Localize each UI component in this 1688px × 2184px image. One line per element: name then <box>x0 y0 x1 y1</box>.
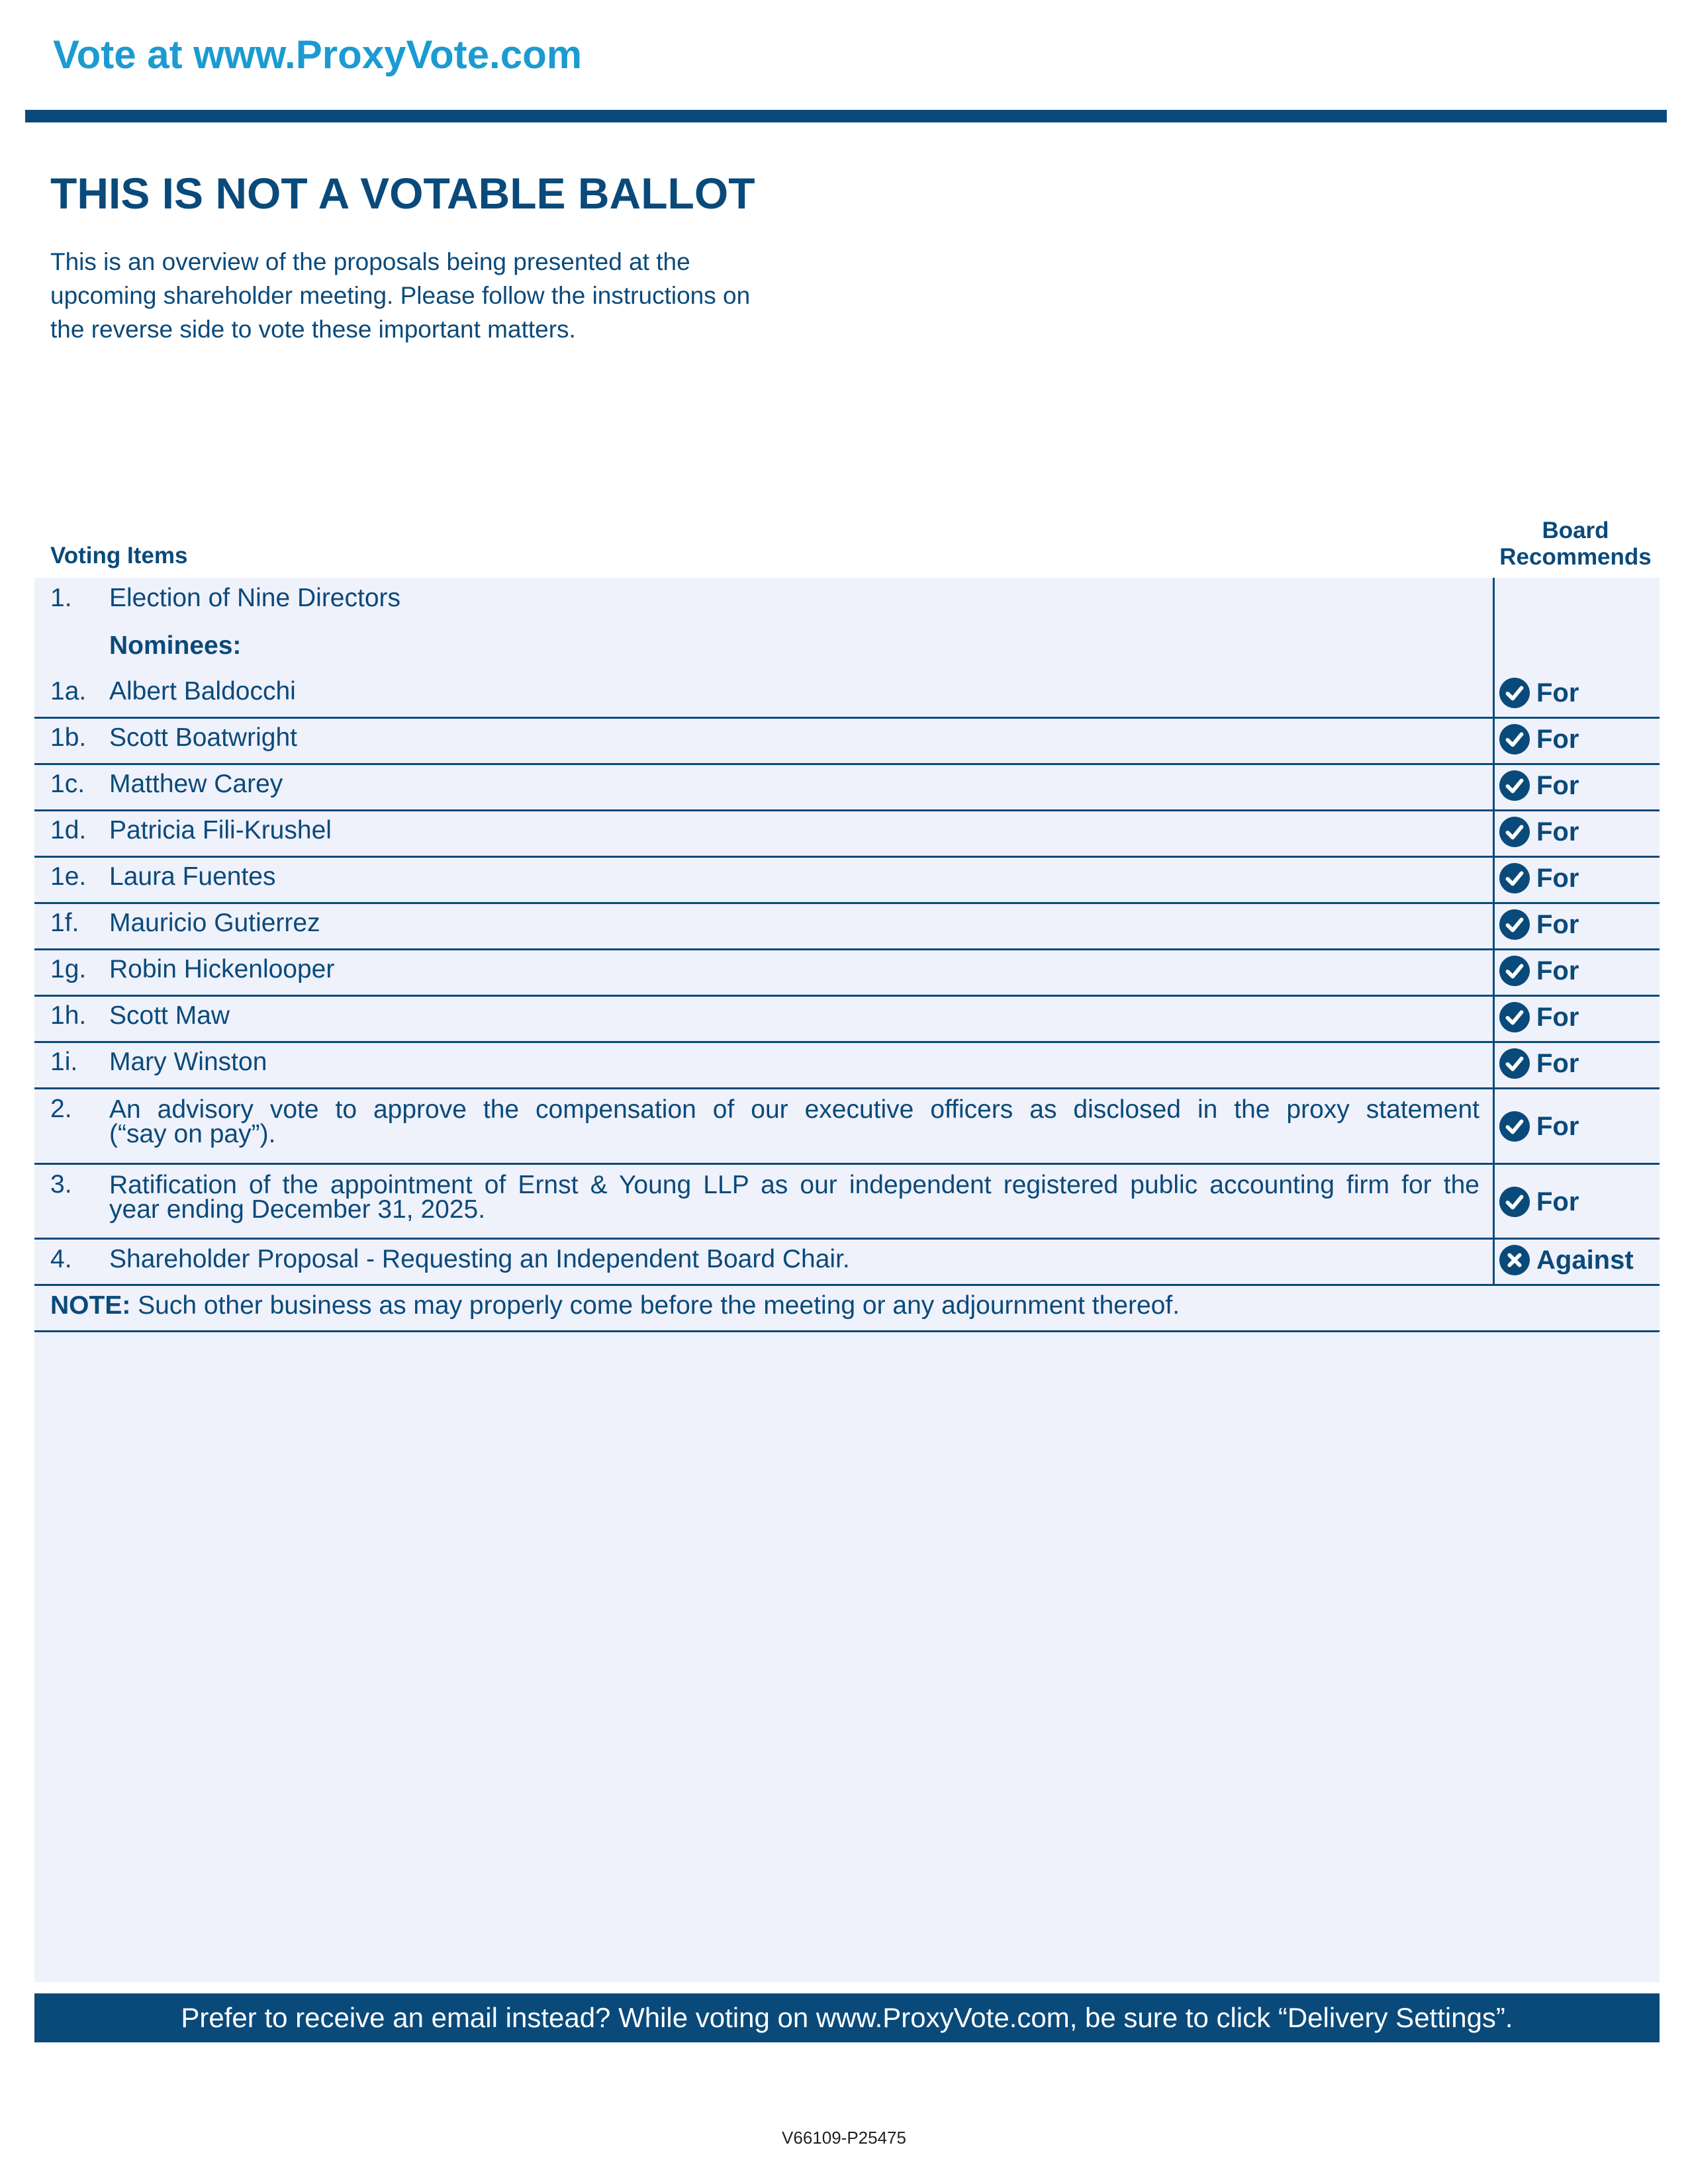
intro-line: This is an overview of the proposals being presented at the <box>50 248 690 275</box>
nominee-name: Scott Maw <box>109 1001 230 1030</box>
check-circle-icon <box>1499 909 1530 940</box>
recommendation <box>1499 724 1579 754</box>
recommendation-label: For <box>1536 1111 1579 1141</box>
recommendation <box>1499 770 1579 801</box>
note-text: Such other business as may properly come before the meeting or any adjournment thereof. <box>130 1291 1180 1320</box>
recommendation-label: For <box>1536 724 1579 754</box>
board-recommends-header <box>1493 518 1658 570</box>
email-banner <box>34 1993 1660 2042</box>
recommendation <box>1499 1111 1579 1142</box>
check-circle-icon <box>1499 770 1530 801</box>
recommendation <box>1499 909 1579 940</box>
item-number: 1i. <box>50 1048 78 1076</box>
nominee-name: Laura Fuentes <box>109 862 276 891</box>
table-row <box>34 719 1660 765</box>
item-text-line: An advisory vote to approve the compensation of our executive officers as disclosed in the proxy statement <box>109 1095 1479 1124</box>
recommendation <box>1499 1002 1579 1032</box>
nominees-label: Nominees: <box>109 631 242 660</box>
table-row <box>34 1089 1660 1165</box>
recommendation <box>1499 863 1579 893</box>
table-row <box>34 1165 1660 1240</box>
nominee-name: Matthew Carey <box>109 770 283 798</box>
item-number: 1h. <box>50 1001 87 1030</box>
recommendation <box>1499 1048 1579 1079</box>
recommendation <box>1499 678 1579 708</box>
x-circle-icon <box>1499 1245 1530 1275</box>
table-row <box>34 1286 1660 1332</box>
table-row <box>34 672 1660 719</box>
document-code: V66109-P25475 <box>782 2128 906 2148</box>
vote-url-heading: Vote at www.ProxyVote.com <box>53 32 583 77</box>
check-circle-icon <box>1499 956 1530 986</box>
item-number: 1b. <box>50 723 87 752</box>
page-title: THIS IS NOT A VOTABLE BALLOT <box>50 169 755 218</box>
item-text-line: (“say on pay”). <box>109 1120 276 1148</box>
item-number: 4. <box>50 1245 72 1273</box>
item-number: 1g. <box>50 955 87 983</box>
recommendation-label: For <box>1536 678 1579 707</box>
item-number: 1a. <box>50 677 87 705</box>
note <box>50 1291 1180 1320</box>
check-circle-icon <box>1499 724 1530 754</box>
table-row <box>34 1043 1660 1089</box>
recommendation-label: For <box>1536 1187 1579 1216</box>
recommendation-label: Against <box>1536 1245 1634 1275</box>
table-row <box>34 631 1660 664</box>
check-circle-icon <box>1499 678 1530 708</box>
table-row <box>34 584 1660 617</box>
check-circle-icon <box>1499 1048 1530 1079</box>
recommendation-label: For <box>1536 863 1579 893</box>
check-circle-icon <box>1499 1002 1530 1032</box>
top-rule <box>25 110 1667 122</box>
item-text: Shareholder Proposal - Requesting an Independent Board Chair. <box>109 1245 850 1273</box>
intro-paragraph <box>50 245 858 346</box>
recommendation <box>1499 1187 1579 1217</box>
nominee-name: Mauricio Gutierrez <box>109 909 320 937</box>
recommendation-label: For <box>1536 1048 1579 1078</box>
check-circle-icon <box>1499 1187 1530 1217</box>
item-number: 1f. <box>50 909 79 937</box>
item-number: 1e. <box>50 862 87 891</box>
item-text <box>109 1097 1479 1146</box>
item-text-line: Ratification of the appointment of Ernst & Young LLP as our independent registered public accounting firm for the <box>109 1171 1479 1199</box>
recommendation <box>1499 1245 1634 1275</box>
recommendation-label: For <box>1536 770 1579 800</box>
item-number: 1. <box>50 584 72 612</box>
item-text: Election of Nine Directors <box>109 584 401 612</box>
item-number: 2. <box>50 1095 72 1123</box>
check-circle-icon <box>1499 1111 1530 1142</box>
recommendation-label: For <box>1536 817 1579 846</box>
nominee-name: Scott Boatwright <box>109 723 297 752</box>
nominee-name: Albert Baldocchi <box>109 677 296 705</box>
nominee-name: Mary Winston <box>109 1048 267 1076</box>
item-text <box>109 1173 1479 1222</box>
item-number: 1d. <box>50 816 87 844</box>
nominee-name: Patricia Fili-Krushel <box>109 816 332 844</box>
table-row <box>34 811 1660 858</box>
table-row <box>34 765 1660 811</box>
recommendation-label: For <box>1536 909 1579 939</box>
table-row <box>34 1240 1660 1286</box>
recommendation-label: For <box>1536 1002 1579 1032</box>
table-row <box>34 997 1660 1043</box>
check-circle-icon <box>1499 863 1530 893</box>
item-number: 1c. <box>50 770 85 798</box>
voting-items-header: Voting Items <box>50 543 188 569</box>
recommendation <box>1499 956 1579 986</box>
email-banner-text: Prefer to receive an email instead? While voting on www.ProxyVote.com, be sure to click “Delivery Settings”. <box>181 2002 1513 2033</box>
board-header-line: Recommends <box>1499 544 1652 570</box>
recommendation-label: For <box>1536 956 1579 985</box>
board-header-line: Board <box>1542 518 1609 543</box>
table-row <box>34 904 1660 950</box>
intro-line: the reverse side to vote these important matters. <box>50 316 576 343</box>
nominee-name: Robin Hickenlooper <box>109 955 335 983</box>
intro-line: upcoming shareholder meeting. Please follow the instructions on <box>50 282 751 309</box>
item-text-line: year ending December 31, 2025. <box>109 1195 486 1224</box>
recommendation <box>1499 817 1579 847</box>
note-label: NOTE: <box>50 1291 131 1320</box>
check-circle-icon <box>1499 817 1530 847</box>
item-number: 3. <box>50 1170 72 1199</box>
table-row <box>34 950 1660 997</box>
table-row <box>34 858 1660 904</box>
